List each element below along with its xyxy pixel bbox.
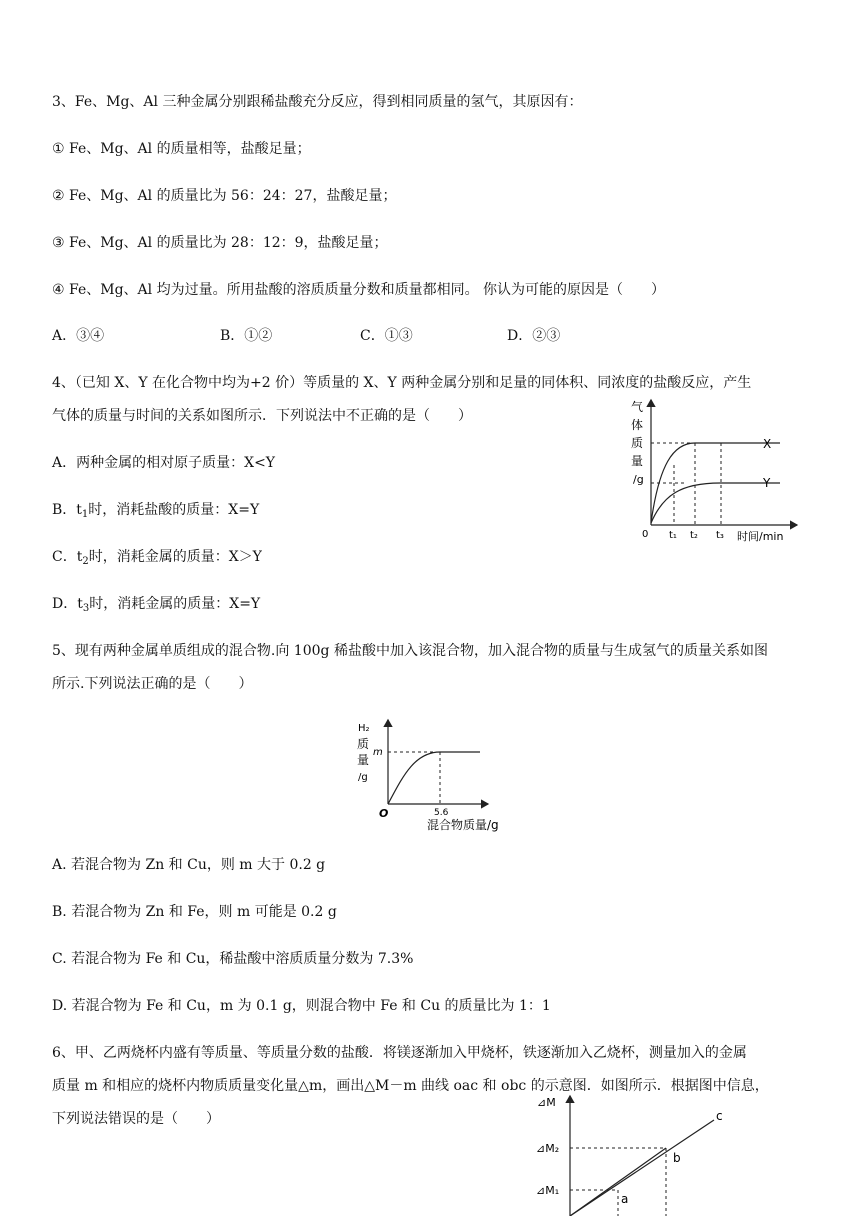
q6-label-m1: ⊿M₁ — [536, 1184, 560, 1197]
q4-ylabel-1: 气 — [631, 400, 644, 414]
q5-stem-line2: 所示.下列说法正确的是（ ） — [52, 676, 253, 692]
q4-stem-line2: 气体的质量与时间的关系如图所示．下列说法中不正确的是（ ） — [52, 408, 472, 424]
q4-origin: 0 — [642, 529, 649, 540]
q5-ylabel-3: 量 — [357, 753, 370, 767]
q4-graph — [625, 395, 810, 545]
q5-ylabel-1: H₂ — [358, 723, 370, 734]
q3-option-b: B．①② — [220, 328, 273, 344]
q4-option-a: A．两种金属的相对原子质量：X<Y — [52, 455, 276, 471]
q6-stem-line3: 下列说法错误的是（ ） — [52, 1111, 220, 1127]
q5-m-label: m — [373, 747, 383, 758]
q4-curve-label-x: X — [763, 437, 772, 451]
q6-label-c: c — [716, 1109, 723, 1123]
q6-stem-line2: 质量 m 和相应的烧杯内物质质量变化量△m，画出△M－m 曲线 oac 和 obc 的示意图．如图所示．根据图中信息， — [52, 1078, 769, 1094]
q4-ylabel-5: /g — [633, 473, 644, 486]
q5-ylabel-4: /g — [358, 772, 368, 783]
q4-stem-line1: 4、（已知 X、Y 在化合物中均为+2 价）等质量的 X、Y 两种金属分别和足量的同体积、同浓度的盐酸反应，产生 — [52, 375, 752, 391]
q5-stem-line1: 5、现有两种金属单质组成的混合物.向 100g 稀盐酸中加入该混合物，加入混合物的质量与生成氢气的质量关系如图 — [52, 643, 768, 659]
q4-ylabel-3: 质 — [631, 436, 644, 450]
q4-option-b: B．$t_1$时，消耗盐酸的质量：X=Y — [52, 502, 260, 520]
q4-xlabel: 时间/min — [737, 530, 784, 543]
q3-option-d: D．②③ — [507, 328, 561, 344]
q4-option-d: D．$t_3$时，消耗金属的质量：X=Y — [52, 596, 261, 614]
q4-option-c: C．$t_2$时，消耗金属的质量：X＞Y — [52, 549, 262, 567]
q5-option-a: A. 若混合物为 Zn 和 Cu，则 m 大于 0.2 g — [52, 857, 326, 873]
q6-graph — [534, 1090, 740, 1216]
q6-label-a: a — [621, 1192, 629, 1206]
q4-ylabel-4: 量 — [631, 454, 644, 468]
q4-tick-t2: t₂ — [690, 530, 698, 541]
q5-option-b: B. 若混合物为 Zn 和 Fe，则 m 可能是 0.2 g — [52, 904, 337, 920]
q3-reason-2: ② Fe、Mg、Al 的质量比为 56：24：27，盐酸足量； — [52, 188, 397, 204]
q4-tick-t1: t₁ — [669, 530, 677, 541]
q5-option-d: D. 若混合物为 Fe 和 Cu，m 为 0.1 g，则混合物中 Fe 和 Cu 的质量比为 1：1 — [52, 998, 551, 1014]
q5-xlabel: 混合物质量/g — [427, 818, 499, 832]
q6-label-m2: ⊿M₂ — [536, 1142, 560, 1155]
q3-stem: 3、Fe、Mg、Al 三种金属分别跟稀盐酸充分反应，得到相同质量的氢气，其原因有： — [52, 94, 583, 110]
q5-curve — [388, 752, 480, 804]
q6-ylabel: ⊿M — [537, 1096, 556, 1109]
q4-ylabel-2: 体 — [631, 418, 644, 432]
q4-tick-t3: t₃ — [716, 530, 724, 541]
q3-reason-1: ① Fe、Mg、Al 的质量相等，盐酸足量； — [52, 141, 311, 157]
q6-label-b: b — [673, 1151, 681, 1165]
q4-curve-label-y: Y — [763, 476, 771, 490]
q5-origin: O — [379, 807, 389, 820]
q4-curve-y — [651, 483, 780, 523]
q6-line-oac — [570, 1120, 714, 1216]
q5-option-c: C. 若混合物为 Fe 和 Cu，稀盐酸中溶质质量分数为 7.3% — [52, 951, 414, 967]
q3-reason-4: ④ Fe、Mg、Al 均为过量。所用盐酸的溶质质量分数和质量都相同。 你认为可能的原因是（ ） — [52, 282, 666, 298]
q5-ylabel-2: 质 — [357, 737, 370, 751]
q5-x-tick: 5.6 — [434, 808, 449, 818]
q3-option-c: C．①③ — [360, 328, 413, 344]
q5-graph — [352, 716, 512, 836]
q3-reason-3: ③ Fe、Mg、Al 的质量比为 28：12：9，盐酸足量； — [52, 235, 388, 251]
q3-options — [52, 326, 812, 346]
q3-option-a: A．③④ — [52, 328, 105, 344]
q6-line-obc — [570, 1148, 666, 1216]
q6-stem-line1: 6、甲、乙两烧杯内盛有等质量、等质量分数的盐酸．将镁逐渐加入甲烧杯，铁逐渐加入乙烧杯，测量加入的金属 — [52, 1045, 747, 1061]
